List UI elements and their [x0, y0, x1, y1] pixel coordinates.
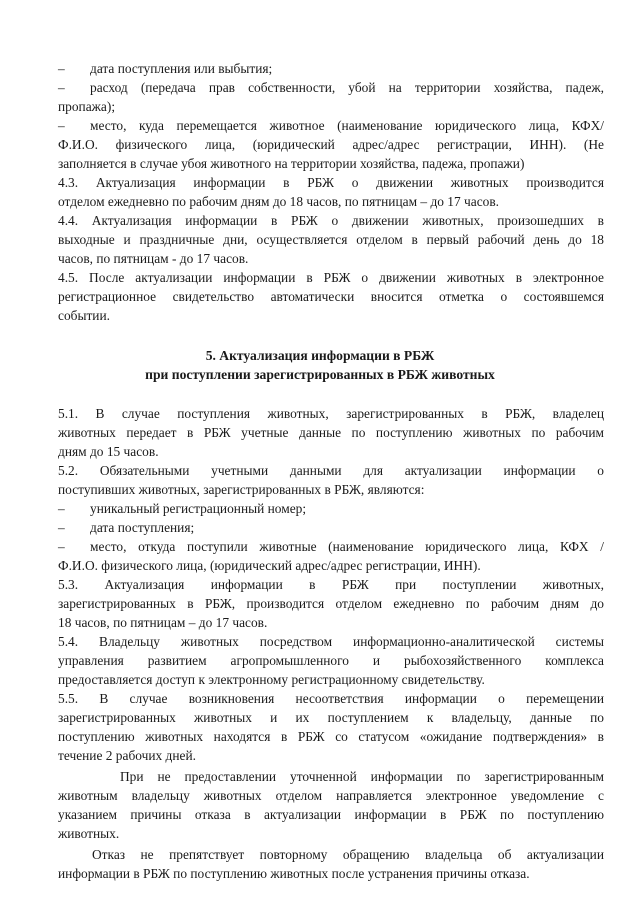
text-line: заполняется в случае убоя животного на территории хозяйства, падежа, пропажи)	[58, 156, 525, 171]
text-line: поступивших животных, зарегистрированных в РБЖ, являются:	[58, 482, 425, 497]
text-line: часов, по пятницам - до 17 часов.	[58, 251, 249, 266]
bullet-dash: –	[58, 80, 65, 95]
text-line: выходные и праздничные дни, осуществляется отделом в первый рабочий день до 18	[58, 232, 604, 247]
text-line: 4.3. Актуализация информации в РБЖ о движении животных производится	[58, 175, 604, 190]
bullet-dash: –	[58, 501, 65, 516]
text-line: место, куда перемещается животное (наименование юридического лица, КФХ/	[90, 118, 604, 133]
text-line: 5.2. Обязательными учетными данными для актуализации информации о	[58, 463, 604, 478]
text-line: 5.4. Владельцу животных посредством информационно-аналитической системы	[58, 634, 604, 649]
text-line: поступлению животных находятся в РБЖ со статусом «ожидание подтверждения» в	[58, 729, 604, 744]
text-line: животных передает в РБЖ учетные данные по поступлению животных по рабочим	[58, 425, 604, 440]
section-subheading: при поступлении зарегистрированных в РБЖ животных	[145, 367, 495, 382]
text-line: событии.	[58, 308, 110, 323]
text-line: пропажа);	[58, 99, 116, 114]
text-line: Ф.И.О. физического лица, (юридический адрес/адрес регистрации, ИНН).	[58, 558, 481, 573]
text-line: дата поступления;	[90, 520, 195, 535]
text-line: дням до 15 часов.	[58, 444, 159, 459]
bullet-dash: –	[58, 520, 65, 535]
text-line: предоставляется доступ к электронному регистрационному свидетельству.	[58, 672, 485, 687]
text-line: Отказ не препятствует повторному обращению владельца об актуализации	[92, 847, 604, 862]
text-line: управления развитием агропромышленного и рыбохозяйственного комплекса	[58, 653, 604, 668]
text-line: место, откуда поступили животные (наименование юридического лица, КФХ /	[90, 539, 604, 554]
text-line: При не предоставлении уточненной информации по зарегистрированным	[120, 769, 604, 784]
text-line: зарегистрированных животных и их поступлением к владельцу, данные по	[58, 710, 604, 725]
text-line: 18 часов, по пятницам – до 17 часов.	[58, 615, 268, 630]
text-line: Ф.И.О. физического лица, (юридический адрес/адрес регистрации, ИНН). (Не	[58, 137, 604, 152]
text-line: отделом ежедневно по рабочим дням до 18 часов, по пятницам – до 17 часов.	[58, 194, 500, 209]
text-line: 4.5. После актуализации информации в РБЖ о движении животных в электронное	[58, 270, 604, 285]
text-line: зарегистрированных в РБЖ, производится отделом ежедневно по рабочим дням до	[58, 596, 604, 611]
bullet-dash: –	[58, 61, 65, 76]
text-line: расход (передача прав собственности, убой на территории хозяйства, падеж,	[90, 80, 604, 95]
text-line: 5.1. В случае поступления животных, зарегистрированных в РБЖ, владелец	[58, 406, 604, 421]
text-line: животным владельцу животных отделом направляется электронное уведомление с	[58, 788, 604, 803]
text-line: дата поступления или выбытия;	[90, 61, 273, 76]
text-line: 5.3. Актуализация информации в РБЖ при поступлении животных,	[58, 577, 604, 592]
text-line: 4.4. Актуализация информации в РБЖ о движении животных, произошедших в	[58, 213, 604, 228]
text-line: уникальный регистрационный номер;	[90, 501, 307, 516]
text-line: указанием причины отказа в актуализации информации в РБЖ по поступлению	[58, 807, 604, 822]
bullet-dash: –	[58, 539, 65, 554]
text-line: 5.5. В случае возникновения несоответствия информации о перемещении	[58, 691, 604, 706]
text-line: регистрационное свидетельство автоматически вносится отметка о состоявшемся	[58, 289, 604, 304]
text-line: информации в РБЖ по поступлению животных после устранения причины отказа.	[58, 866, 530, 881]
text-line: течение 2 рабочих дней.	[58, 748, 196, 763]
section-heading: 5. Актуализация информации в РБЖ	[205, 348, 435, 363]
text-line: животных.	[58, 826, 120, 841]
bullet-dash: –	[58, 118, 65, 133]
